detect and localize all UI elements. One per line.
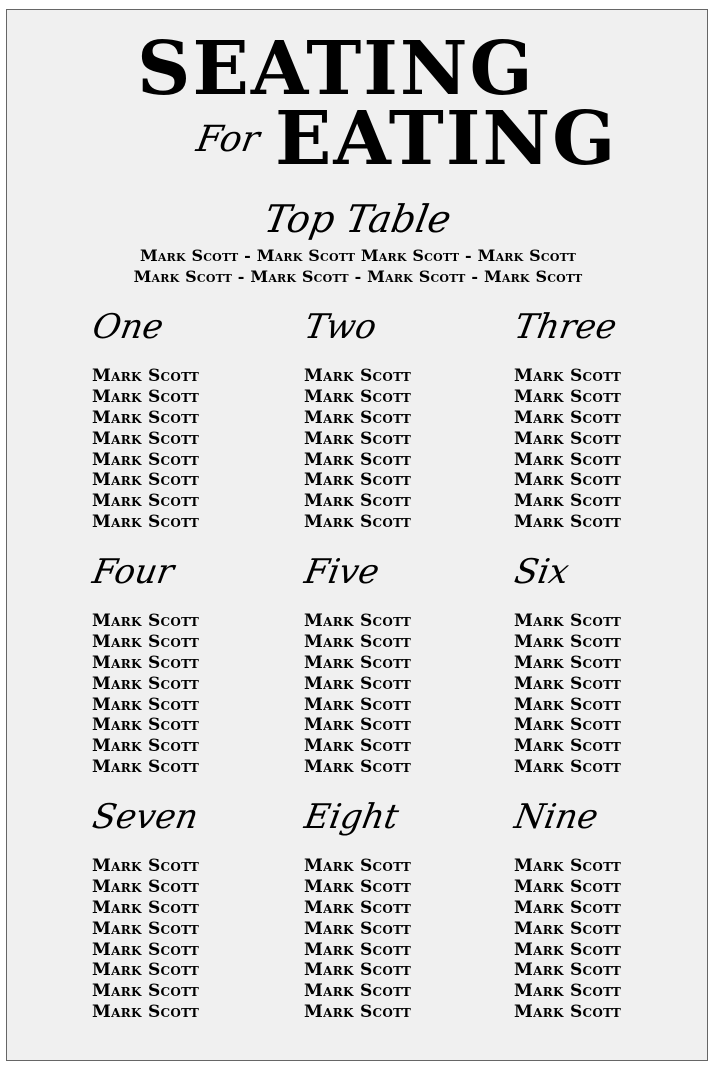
guest-name: Mark Scott xyxy=(514,491,622,512)
guest-name: Mark Scott xyxy=(514,512,622,533)
guest-name: Mark Scott xyxy=(92,876,200,897)
guest-name: Mark Scott xyxy=(304,981,412,1002)
guest-name: Mark Scott xyxy=(92,736,200,757)
guest-name: Mark Scott xyxy=(514,897,622,918)
guest-name: Mark Scott xyxy=(304,449,412,470)
guest-name: Mark Scott xyxy=(304,876,412,897)
table-heading: Three xyxy=(511,307,620,347)
table-heading: Four xyxy=(89,552,177,592)
guest-name: Mark Scott xyxy=(514,736,622,757)
guest-name: Mark Scott xyxy=(92,715,200,736)
title-seating: SEATING xyxy=(137,26,535,112)
guest-list xyxy=(304,856,411,1023)
guest-name: Mark Scott xyxy=(304,631,412,652)
guest-name: Mark Scott xyxy=(514,694,622,715)
guest-name: Mark Scott xyxy=(92,897,200,918)
guest-name: Mark Scott xyxy=(304,960,412,981)
guest-name: Mark Scott xyxy=(92,694,200,715)
guest-list xyxy=(92,856,199,1023)
table-group xyxy=(301,307,412,533)
top-table-heading: Top Table xyxy=(261,197,455,241)
guest-name: Mark Scott xyxy=(514,652,622,673)
guest-name: Mark Scott xyxy=(514,918,622,939)
guest-name: Mark Scott xyxy=(304,736,412,757)
table-group xyxy=(301,797,412,1023)
guest-name: Mark Scott xyxy=(304,652,412,673)
guest-name: Mark Scott xyxy=(514,449,622,470)
guest-name: Mark Scott xyxy=(514,407,622,428)
table-heading: Nine xyxy=(511,797,602,837)
guest-name: Mark Scott xyxy=(304,694,412,715)
guest-list xyxy=(92,611,199,778)
guest-name: Mark Scott xyxy=(92,673,200,694)
guest-list xyxy=(304,611,411,778)
guest-name: Mark Scott xyxy=(514,960,622,981)
guest-name: Mark Scott xyxy=(304,428,412,449)
guest-name: Mark Scott xyxy=(514,470,622,491)
guest-name: Mark Scott xyxy=(304,757,412,778)
guest-name: Mark Scott xyxy=(304,673,412,694)
guest-name: Mark Scott xyxy=(514,428,622,449)
top-table-heading-wrap xyxy=(7,197,709,241)
guest-name: Mark Scott xyxy=(304,1002,412,1023)
table-heading: Five xyxy=(301,552,383,592)
guest-name: Mark Scott xyxy=(92,918,200,939)
guest-name: Mark Scott xyxy=(92,631,200,652)
guest-name: Mark Scott xyxy=(92,491,200,512)
table-group xyxy=(511,552,622,778)
title-for: For xyxy=(193,119,263,160)
guest-name: Mark Scott xyxy=(92,407,200,428)
guest-name: Mark Scott xyxy=(514,1002,622,1023)
guest-name: Mark Scott xyxy=(304,470,412,491)
guest-name: Mark Scott xyxy=(92,428,200,449)
top-table-guests-line-1: Mark Scott - Mark Scott Mark Scott - Mark Scott xyxy=(139,246,577,265)
guest-name: Mark Scott xyxy=(514,757,622,778)
table-group xyxy=(89,307,200,533)
table-heading: Two xyxy=(301,307,380,347)
guest-name: Mark Scott xyxy=(514,939,622,960)
table-group xyxy=(511,797,622,1023)
guest-name: Mark Scott xyxy=(92,470,200,491)
guest-name: Mark Scott xyxy=(92,652,200,673)
table-heading: One xyxy=(89,307,167,347)
guest-name: Mark Scott xyxy=(92,939,200,960)
title-eating: EATING xyxy=(275,96,618,182)
guest-name: Mark Scott xyxy=(514,631,622,652)
guest-name: Mark Scott xyxy=(92,366,200,386)
guest-name: Mark Scott xyxy=(92,757,200,778)
guest-name: Mark Scott xyxy=(304,386,412,407)
guest-name: Mark Scott xyxy=(92,386,200,407)
table-heading: Seven xyxy=(89,797,202,837)
guest-name: Mark Scott xyxy=(304,407,412,428)
table-group xyxy=(89,797,202,1023)
guest-name: Mark Scott xyxy=(514,856,622,876)
guest-name: Mark Scott xyxy=(304,491,412,512)
guest-list xyxy=(514,366,621,533)
guest-name: Mark Scott xyxy=(304,939,412,960)
guest-name: Mark Scott xyxy=(304,366,412,386)
guest-name: Mark Scott xyxy=(514,673,622,694)
guest-name: Mark Scott xyxy=(514,981,622,1002)
guest-list xyxy=(304,366,411,533)
top-table-guests-line-2: Mark Scott - Mark Scott - Mark Scott - Mark Scott xyxy=(133,267,583,286)
table-group xyxy=(511,307,622,533)
seating-chart-sheet xyxy=(6,9,708,1061)
guest-name: Mark Scott xyxy=(514,366,622,386)
guest-name: Mark Scott xyxy=(514,611,622,631)
guest-name: Mark Scott xyxy=(514,876,622,897)
guest-name: Mark Scott xyxy=(92,981,200,1002)
guest-name: Mark Scott xyxy=(304,611,412,631)
guest-name: Mark Scott xyxy=(92,512,200,533)
guest-name: Mark Scott xyxy=(92,1002,200,1023)
guest-name: Mark Scott xyxy=(514,386,622,407)
guest-name: Mark Scott xyxy=(514,715,622,736)
guest-name: Mark Scott xyxy=(304,897,412,918)
guest-name: Mark Scott xyxy=(92,856,200,876)
guest-name: Mark Scott xyxy=(304,715,412,736)
guest-name: Mark Scott xyxy=(92,960,200,981)
guest-name: Mark Scott xyxy=(304,856,412,876)
guest-list xyxy=(514,611,621,778)
table-heading: Six xyxy=(511,552,572,592)
table-heading: Eight xyxy=(301,797,402,837)
guest-name: Mark Scott xyxy=(304,918,412,939)
table-group xyxy=(301,552,412,778)
guest-list xyxy=(514,856,621,1023)
guest-name: Mark Scott xyxy=(304,512,412,533)
guest-name: Mark Scott xyxy=(92,611,200,631)
guest-name: Mark Scott xyxy=(92,449,200,470)
guest-list xyxy=(92,366,199,533)
table-group xyxy=(89,552,200,778)
